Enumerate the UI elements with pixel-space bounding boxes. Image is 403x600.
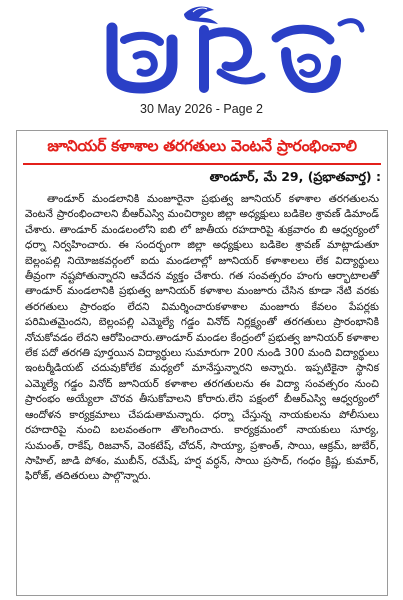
article-dateline: తాండూర్, మే 29, (ప్రభాతవార్త) : <box>209 169 381 184</box>
headline-divider <box>23 163 381 165</box>
page-info: 30 May 2026 - Page 2 <box>140 102 263 116</box>
dove-icon <box>184 7 218 24</box>
masthead <box>0 0 403 98</box>
article-headline: జూనియర్ కళాశాల తరగతులు వెంటనే ప్రారంభించాలి <box>47 137 357 155</box>
masthead-logo <box>0 0 403 98</box>
article-body <box>25 192 379 485</box>
article-paragraph: తాండూర్ మండలానికి మంజూరైనా ప్రభుత్వ జూనియర్ కళాశాల తరగతులను వెంటనే ప్రారంభించాలని బీఆర్ఎస్వి మంచిర్యాల జిల్లా అధ్యక్షులు బడికెల శ్రావణ్ డిమాండ్ చేశారు. తాండూర్ మండలంలోని ఐబి లో జాతీయ రహదారిపై శుక్రవారం బి ఆధ్వర్యంలో ధర్నా నిర్వహించారు. ఈ సందర్భంగా జిల్లా అధ్యక్షులు బడికెల శ్రావణ్ మాట్లాడుతూ బెల్లంపల్లి నియోజకవర్గంలో ఐదు మండలాల్లో జూనియర్ కళాశాలలు లేక విద్యార్థులు తీవ్రంగా నష్టపోతున్నారని ఆవేదన వ్యక్తం చేశారు. గత సంవత్సరం హంగు ఆర్భాటాలతో తాండూర్ మండలానికి ప్రభుత్వ జూనియర్ కళాశాల మంజూరు చేసిన కూడా నేటి వరకు తరగతులు ప్రారంభం లేదని విమర్శించారుకళాశాల మంజూరు కేవలం పేపర్లకు పరిమితమైందని, బెల్లంపల్లి ఎమ్మెల్యే గడ్డం వినోద్ నిర్లక్ష్యంతో తరగతులు ప్రారంభానికి నోచుకోవడం లేదని ఆరోపించారు.తాండూర్ మండల కేంద్రంలో ప్రభుత్వ జూనియర్ కళాశాల లేక పదో తరగతి పూర్తయిన విద్యార్థులు సుమారుగా 200 నుండి 300 మంది విద్యార్థులు ఇంటర్మీడియట్ చదువుకోలేక మధ్యలో మానేస్తున్నారని అన్నారు. ఇప్పటికైనా స్థానిక ఎమ్మెల్యే గడ్డం వినోద్ జూనియర్ కళాశాల తరగతులను ఈ విద్యా సంవత్సరం నుంచి ప్రారంభం అయ్యేలా చొరవ తీసుకోవాలని కోరారు.లేని పక్షంలో బీఆర్ఎస్వి ఆధ్వర్యంలో ఆందోళన కార్యక్రమాలు చేపడుతామన్నారు. ధర్నా చేస్తున్న నాయకులను పోలీసులు రహదారిపై నుంచి బలవంతంగా తొలగించారు. కార్యక్రమంలో నాయకులు సూర్య, సుమంత్, రాకేష్, రిజవాన్, వెంకటేష్, చోదన్, సాయ్యా, ప్రశాంత్, సాయి, ఆక్రమ్, జుబేర్, సాహిల్, జాడి పోశం, ముబీన్, రమేష్, హర్ష వర్ధన్, సాయి ప్రసాద్, గంధం క్రిష్ణ, కుమార్, ఫిరోజ్, తదితరులు పాల్గొన్నారు. <box>25 193 379 483</box>
article-clip <box>16 130 388 596</box>
masthead-wordmark <box>112 21 362 88</box>
